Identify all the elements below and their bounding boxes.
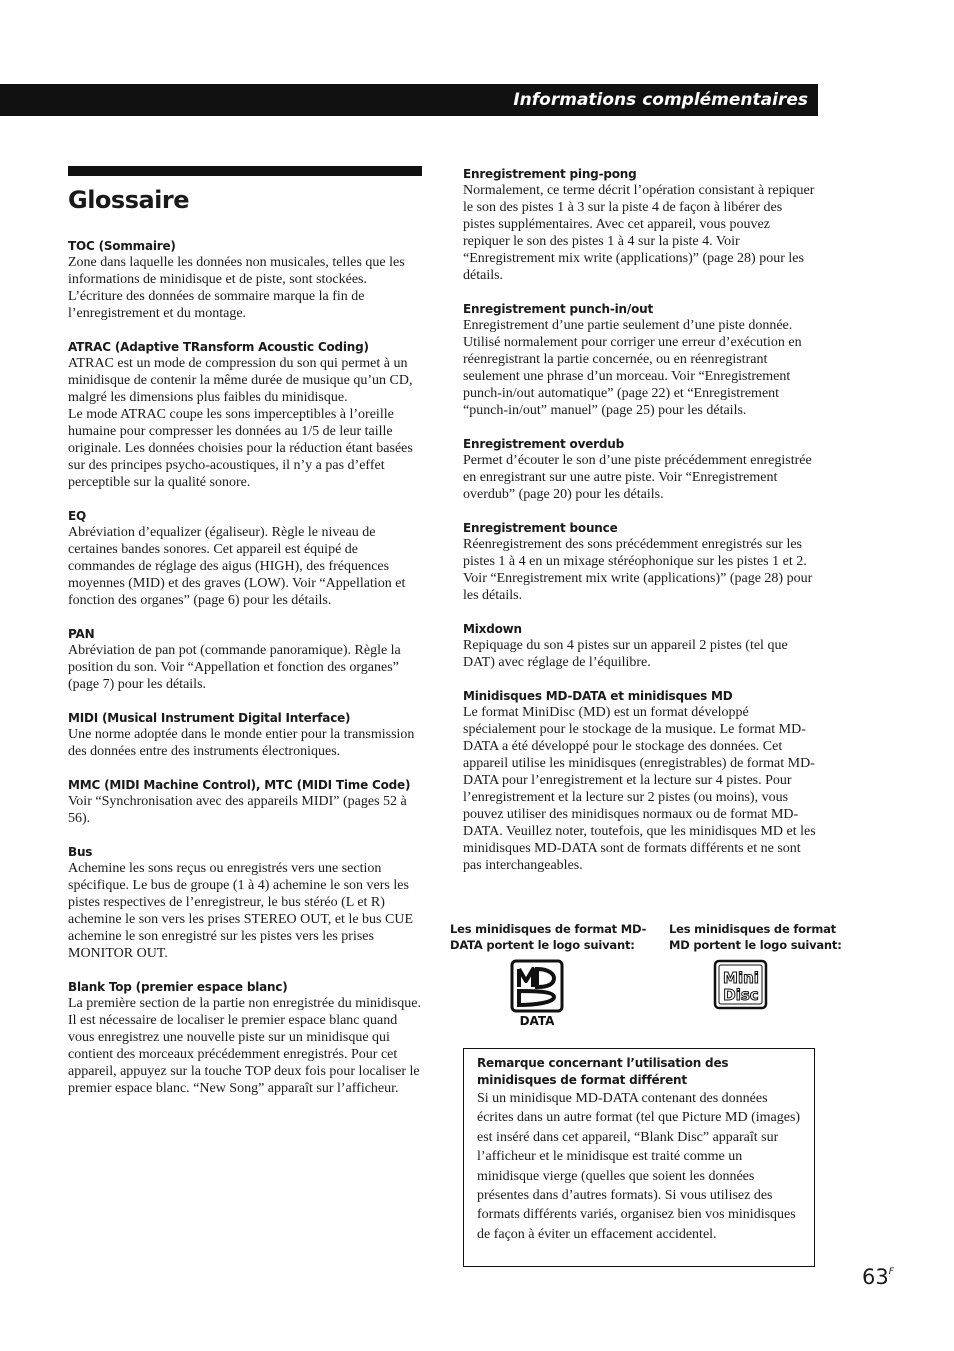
glossary-entry — [463, 621, 817, 671]
glossary-term: ATRAC (Adaptive TRansform Acoustic Coding) — [68, 340, 369, 354]
glossary-definition: Normalement, ce terme décrit l’opération consistant à repiquer le son des pistes 1 à 3 sur la piste 4 de façon à libérer des pistes supplémentaires. Avec cet appareil, vous pouvez repiquer le son des pistes 1 à 4 sur la piste 4. Voir “Enregistrement mix write (applications)” (page 28) pour les détails. — [463, 183, 815, 283]
section-header-bar — [0, 84, 818, 116]
glossary-term: EQ — [68, 509, 86, 523]
glossary-entry — [463, 688, 817, 874]
glossary-entry — [68, 844, 422, 962]
glossary-term: Enregistrement punch-in/out — [463, 302, 654, 316]
glossary-definition: Achemine les sons reçus ou enregistrés vers une section spécifique. Le bus de groupe (1 à 4) achemine le son vers les pistes respectives de l’enregistreur, le bus stéréo (L et R) achemine le son vers les prises STEREO OUT, et le bus CUE achemine le son enregistré sur les pistes vers les prises MONITOR OUT. — [68, 861, 414, 961]
glossary-definition: Réenregistrement des sons précédemment enregistrés sur les pistes 1 à 4 en un mixage stéréophonique sur les pistes 1 et 2. Voir “Enregistrement mix write (applications)” (page 28) pour les détails. — [463, 537, 813, 603]
md-data-logo-icon — [510, 959, 570, 1029]
glossary-definition: Le format MiniDisc (MD) est un format développé spécialement pour le stockage de la musique. Le format MD-DATA a été développé pour le stockage des données. Cet appareil utilise les minidisques (enregistrables) de format MD-DATA pour l’enregistrement et la lecture sur 4 pistes. Pour l’enregistrement et la lecture sur 2 pistes (ou moins), vous pouvez utiliser des minidisques normaux ou de format MD-DATA. Veuillez noter, toutefois, que les minidisques MD et les minidisques MD-DATA sont de formats différents et ne sont pas interchangeables. — [463, 705, 816, 873]
note-title: Remarque concernant l’utilisation des minidisques de format différent — [477, 1056, 729, 1087]
note-box — [463, 1048, 815, 1267]
glossary-entry — [463, 301, 817, 419]
page-number — [862, 1261, 894, 1290]
glossary-definition: La première section de la partie non enregistrée du minidisque. Il est nécessaire de localiser le premier espace blanc quand vous enregistrez une nouvelle piste sur un minidisque qui contient des morceaux précédemment enregistrés. Pour cet appareil, appuyez sur la touche TOP deux fois pour localiser le premier espace blanc. “New Song” apparaît sur l’afficheur. — [68, 996, 421, 1096]
glossary-entry — [463, 436, 817, 503]
glossary-definition: ATRAC est un mode de compression du son qui permet à un minidisque de contenir la même durée de musique qu’un CD, malgré les dimensions plus faibles du minidisque. — [68, 356, 413, 405]
minidisc-logo-line1: Mini — [723, 969, 759, 987]
glossary-term: Enregistrement bounce — [463, 521, 618, 535]
md-data-logo-text: DATA — [519, 1014, 555, 1028]
md-logo-block — [669, 921, 849, 1004]
glossary-definition: Permet d’écouter le son d’une piste précédemment enregistrée en enregistrant sur une autre piste. Voir “Enregistrement overdub” (page 20) pour les détails. — [463, 453, 812, 502]
left-column — [68, 166, 422, 1114]
glossary-definition: Le mode ATRAC coupe les sons imperceptibles à l’oreille humaine pour compresser les données au 1/5 de leur taille originale. Les données choisies pour la réduction étant basées sur des principes psycho-acoustiques, il n’y a pas d’effet perceptible sur la qualité sonore. — [68, 407, 413, 490]
glossary-entry — [463, 520, 817, 604]
glossary-term: TOC (Sommaire) — [68, 239, 176, 253]
page-title: Glossaire — [68, 186, 190, 214]
glossary-entry — [68, 777, 422, 827]
glossary-entry — [68, 508, 422, 609]
glossary-entry — [68, 626, 422, 693]
glossary-entry — [463, 166, 817, 284]
md-logo-caption: Les minidisques de format MD portent le logo suivant: — [669, 922, 842, 952]
glossary-definition: Repiquage du son 4 pistes sur un appareil 2 pistes (tel que DAT) avec réglage de l’équilibre. — [463, 638, 788, 670]
glossary-entry — [68, 238, 422, 322]
glossary-list-left — [68, 238, 422, 1097]
glossary-definition: Voir “Synchronisation avec des appareils MIDI” (pages 52 à 56). — [68, 794, 407, 826]
glossary-term: Mixdown — [463, 622, 522, 636]
glossary-term: Minidisques MD-DATA et minidisques MD — [463, 689, 733, 703]
note-body: Si un minidisque MD-DATA contenant des données écrites dans un autre format (tel que Picture MD (images) est inséré dans cet appareil, “Blank Disc” apparaît sur l’afficheur et le minidisque est traité comme un minidisque vierge (quelles que soient les données présentes dans d’autres formats). Si vous utilisez des formats différents variés, organisez bien vos minidisques de façon à éviter un effacement accidentel. — [477, 1091, 801, 1242]
glossary-term: Bus — [68, 845, 93, 859]
minidisc-logo-line2: Disc — [723, 986, 759, 1004]
glossary-term: Enregistrement ping-pong — [463, 167, 637, 181]
glossary-term: MMC (MIDI Machine Control), MTC (MIDI Time Code) — [68, 778, 411, 792]
glossary-definition: Zone dans laquelle les données non musicales, telles que les informations de minidisque et de piste, sont stockées. L’écriture des données de sommaire marque la fin de l’enregistrement et du montage. — [68, 255, 405, 321]
md-data-logo-caption: Les minidisques de format MD-DATA portent le logo suivant: — [450, 922, 647, 952]
glossary-list-right — [463, 166, 817, 874]
page-number-suffix: F — [888, 1267, 894, 1277]
section-title: Informations complémentaires — [513, 90, 808, 110]
logo-section — [450, 921, 850, 1031]
glossary-definition: Abréviation d’equalizer (égaliseur). Règle le niveau de certaines bandes sonores. Cet appareil est équipé de commandes de réglage des aigus (HIGH), des fréquences moyennes (MID) et des graves (LOW). Voir “Appellation et fonction des organes” (page 6) pour les détails. — [68, 525, 406, 608]
page-number-value: 63 — [862, 1265, 889, 1289]
glossary-term: Enregistrement overdub — [463, 437, 624, 451]
glossary-definition: Une norme adoptée dans le monde entier pour la transmission des données entre des instruments électroniques. — [68, 727, 415, 759]
glossary-definition: Abréviation de pan pot (commande panoramique). Règle la position du son. Voir “Appellation et fonction des organes” (page 7) pour les détails. — [68, 643, 401, 692]
minidisc-logo-icon — [713, 959, 769, 1011]
glossary-definition: Enregistrement d’une partie seulement d’une piste donnée. Utilisé normalement pour corriger une erreur d’exécution en réenregistrant la partie concernée, ou en réenregistrant seulement une phrase d’un morceau. Voir “Enregistrement punch-in/out automatique” (page 22) et “Enregistrement “punch-in/out” manuel” (page 25) pour les détails. — [463, 318, 802, 418]
glossary-entry — [68, 710, 422, 760]
glossary-term: Blank Top (premier espace blanc) — [68, 980, 288, 994]
glossary-term: MIDI (Musical Instrument Digital Interface) — [68, 711, 351, 725]
right-column — [463, 166, 817, 891]
glossary-term: PAN — [68, 627, 95, 641]
glossary-entry — [68, 339, 422, 491]
title-rule — [68, 166, 422, 176]
md-data-logo-block — [450, 921, 650, 1028]
glossary-entry — [68, 979, 422, 1097]
